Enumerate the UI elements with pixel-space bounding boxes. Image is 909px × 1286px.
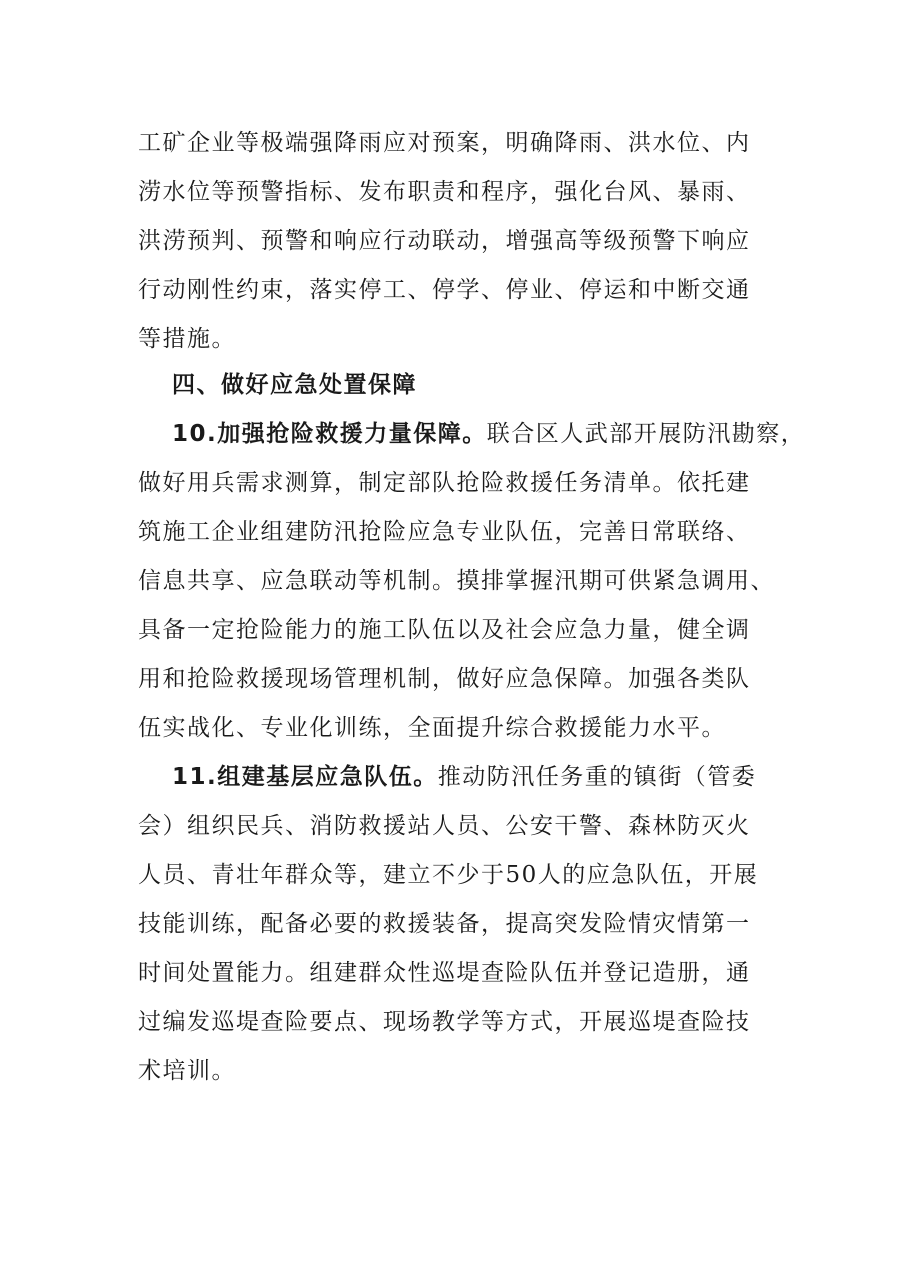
paragraph-line: 行动刚性约束，落实停工、停学、停业、停运和中断交通: [138, 277, 751, 303]
item-11-first-line-text: 推动防汛任务重的镇街（管委: [437, 764, 757, 790]
item-10-first-line: [172, 419, 805, 449]
item-11-title: 11.组建基层应急队伍。: [172, 764, 438, 790]
paragraph-line: 工矿企业等极端强降雨应对预案，明确降雨、洪水位、内: [138, 130, 751, 156]
paragraph-line: 伍实战化、专业化训练，全面提升综合救援能力水平。: [138, 715, 726, 741]
item-10-first-line-text: 联合区人武部开展防汛勘察，: [486, 421, 806, 447]
paragraph-line: 技能训练，配备必要的救援装备，提高突发险情灾情第一: [138, 911, 751, 937]
paragraph-line: 具备一定抢险能力的施工队伍以及社会应急力量，健全调: [138, 617, 751, 643]
paragraph-line: 时间处置能力。组建群众性巡堤查险队伍并登记造册，通: [138, 960, 751, 986]
paragraph-line: 过编发巡堤查险要点、现场教学等方式，开展巡堤查险技: [138, 1009, 751, 1035]
paragraph-line: 术培训。: [138, 1058, 236, 1084]
paragraph-line: 人员、青壮年群众等，建立不少于50人的应急队伍，开展: [138, 862, 759, 888]
paragraph-line: 会）组织民兵、消防救援站人员、公安干警、森林防灭火: [138, 813, 751, 839]
paragraph-line: 筑施工企业组建防汛抢险应急专业队伍，完善日常联络、: [138, 519, 751, 545]
paragraph-line: 用和抢险救援现场管理机制，做好应急保障。加强各类队: [138, 666, 751, 692]
paragraph-line: 等措施。: [138, 326, 236, 352]
paragraph-line: 洪涝预判、预警和响应行动联动，增强高等级预警下响应: [138, 228, 751, 254]
paragraph-line: 信息共享、应急联动等机制。摸排掌握汛期可供紧急调用、: [138, 568, 775, 594]
paragraph-line: 涝水位等预警指标、发布职责和程序，强化台风、暴雨、: [138, 179, 751, 205]
section-heading: 四、做好应急处置保障: [172, 372, 417, 398]
item-10-title: 10.加强抢险救援力量保障。: [172, 421, 487, 447]
paragraph-line: 做好用兵需求测算，制定部队抢险救援任务清单。依托建: [138, 470, 751, 496]
item-11-first-line: [172, 762, 756, 792]
